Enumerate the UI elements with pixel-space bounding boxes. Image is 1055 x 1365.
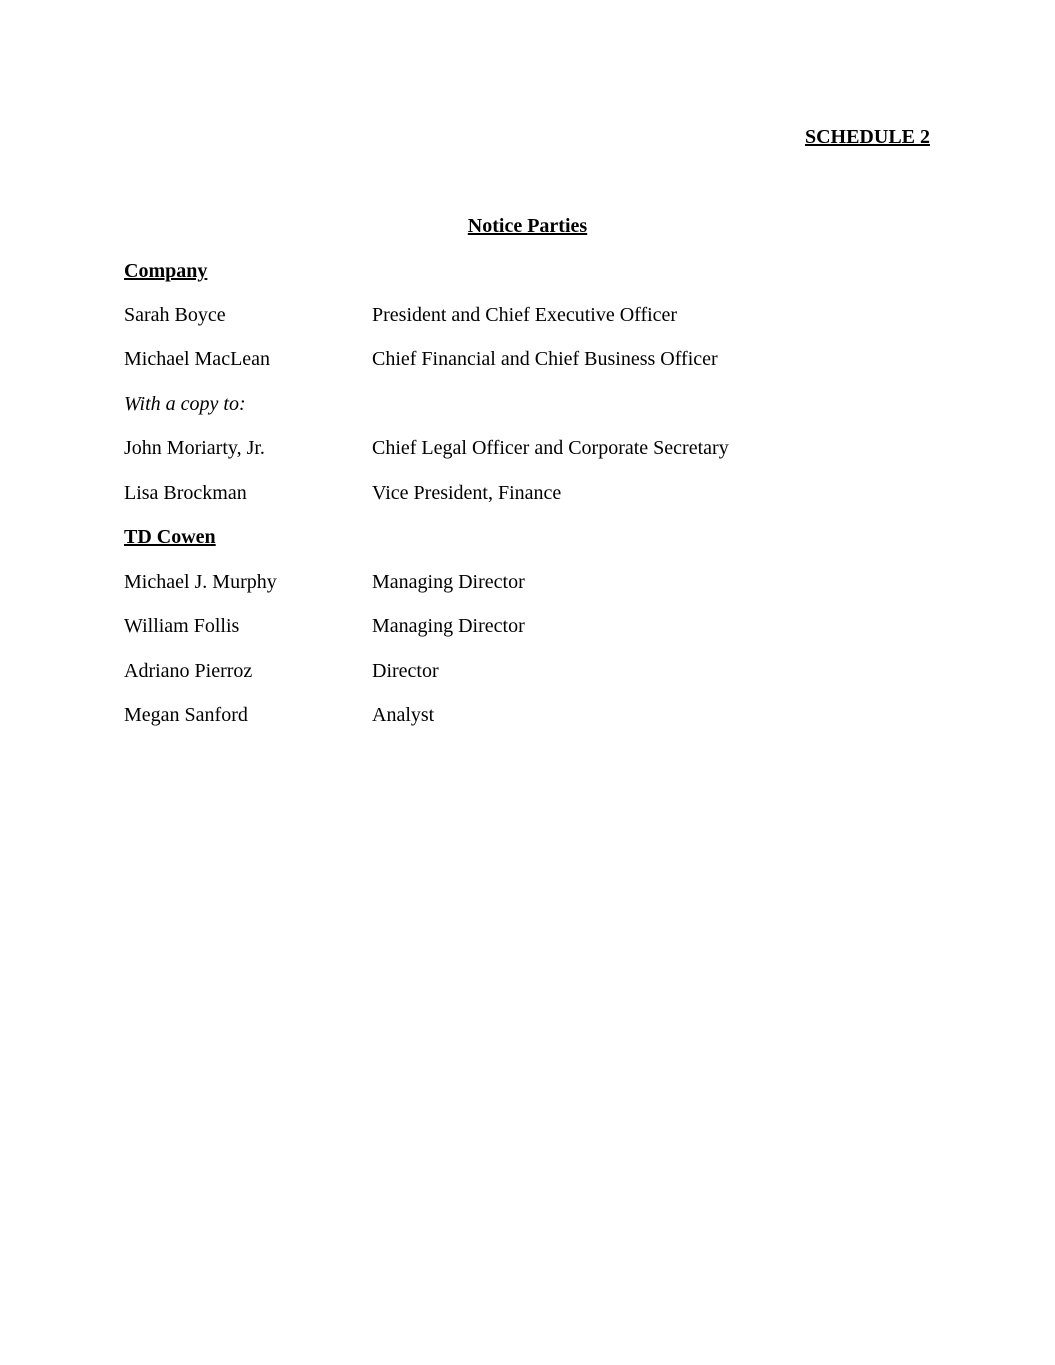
- company-heading: Company: [124, 260, 208, 282]
- contact-title: Managing Director: [372, 615, 525, 637]
- contact-name: Sarah Boyce: [124, 304, 226, 326]
- contact-name: John Moriarty, Jr.: [124, 437, 265, 459]
- contact-name: Lisa Brockman: [124, 482, 247, 504]
- contact-title: Chief Financial and Chief Business Officer: [372, 348, 718, 370]
- contact-title: President and Chief Executive Officer: [372, 304, 678, 326]
- contact-row: [124, 569, 944, 595]
- contact-row: [124, 613, 944, 639]
- contact-name: Michael J. Murphy: [124, 571, 277, 593]
- contact-title: Vice President, Finance: [372, 482, 562, 504]
- contact-row: [124, 702, 944, 728]
- td-cowen-heading: TD Cowen: [124, 526, 216, 548]
- contact-name: Adriano Pierroz: [124, 660, 253, 682]
- contact-name: William Follis: [124, 615, 240, 637]
- contact-title: Chief Legal Officer and Corporate Secretary: [372, 437, 729, 459]
- contact-name: Megan Sanford: [124, 704, 248, 726]
- contact-row: [124, 480, 944, 506]
- contact-row: [124, 658, 944, 684]
- contact-title: Managing Director: [372, 571, 525, 593]
- schedule-label: SCHEDULE 2: [804, 126, 930, 148]
- page-title: Notice Parties: [467, 215, 588, 237]
- contact-row: [124, 435, 944, 461]
- contact-title: Director: [372, 660, 439, 682]
- contact-row: [124, 346, 944, 372]
- contact-name: Michael MacLean: [124, 348, 271, 370]
- copy-note: With a copy to:: [124, 393, 246, 415]
- contact-title: Analyst: [372, 704, 435, 726]
- contact-row: [124, 302, 944, 328]
